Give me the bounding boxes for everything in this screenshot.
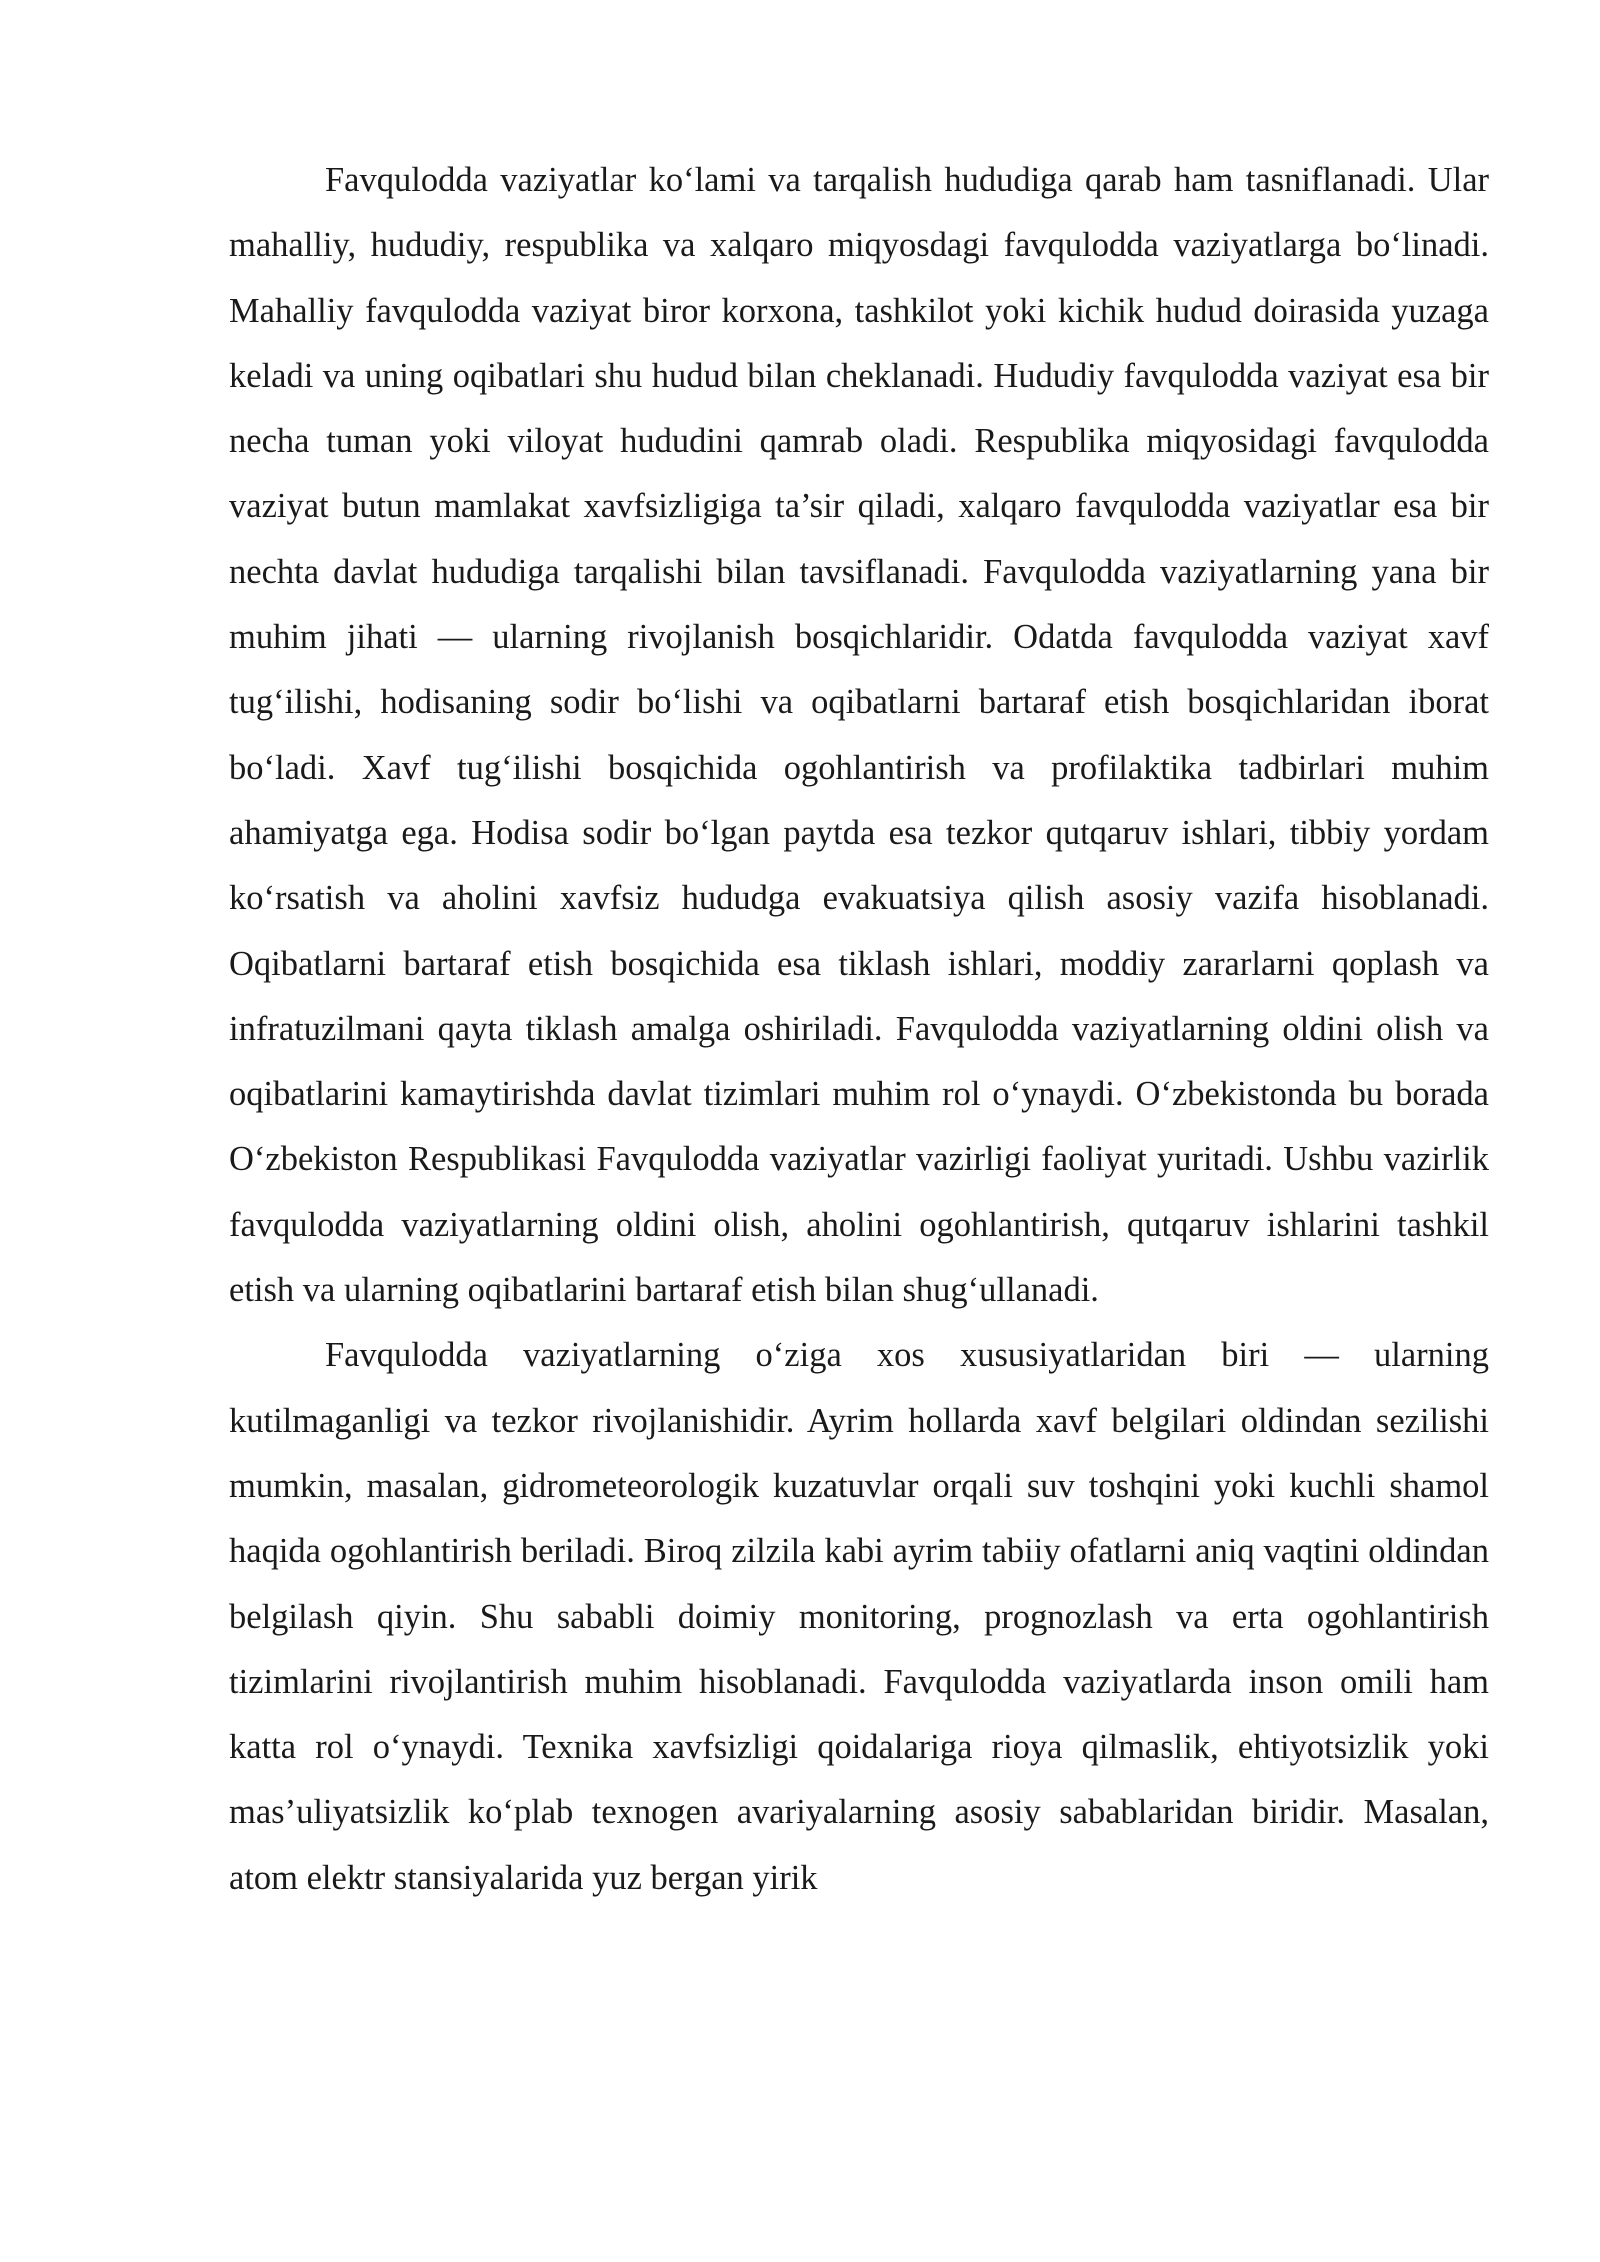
paragraph-2: Favqulodda vaziyatlarning o‘ziga xos xususiyatlaridan biri — ularning kutilmaganligi va tezkor rivojlanishidir. Ayrim hollarda xavf belgilari oldindan sezilishi mumkin, masalan, gidrometeorologik kuzatuvlar orqali suv toshqini yoki kuchli shamol haqida ogohlantirish beriladi. Biroq zilzila kabi ayrim tabiiy ofatlarni aniq vaqtini oldindan belgilash qiyin. Shu sababli doimiy monitoring, prognozlash va erta ogohlantirish tizimlarini rivojlantirish muhim hisoblanadi. Favqulodda vaziyatlarda inson omili ham katta rol o‘ynaydi. Texnika xavfsizligi qoidalariga rioya qilmaslik, ehtiyotsizlik yoki mas’uliyatsizlik ko‘plab texnogen avariyalarning asosiy sabablaridan biridir. Masalan, atom elektr stansiyalarida yuz bergan yirik bbox=[229, 1336, 1489, 1897]
paragraph-1: Favqulodda vaziyatlar ko‘lami va tarqalish hududiga qarab ham tasniflanadi. Ular mahalliy, hududiy, respublika va xalqaro miqyosdagi favqulodda vaziyatlarga bo‘linadi. Mahalliy favqulodda vaziyat biror korxona, tashkilot yoki kichik hudud doirasida yuzaga keladi va uning oqibatlari shu hudud bilan cheklanadi. Hududiy favqulodda vaziyat esa bir necha tuman yoki viloyat hududini qamrab oladi. Respublika miqyosidagi favqulodda vaziyat butun mamlakat xavfsizligiga ta’sir qiladi, xalqaro favqulodda vaziyatlar esa bir nechta davlat hududiga tarqalishi bilan tavsiflanadi. Favqulodda vaziyatlarning yana bir muhim jihati — ularning rivojlanish bosqichlaridir. Odatda favqulodda vaziyat xavf tug‘ilishi, hodisaning sodir bo‘lishi va oqibatlarni bartaraf etish bosqichlaridan iborat bo‘ladi. Xavf tug‘ilishi bosqichida ogohlantirish va profilaktika tadbirlari muhim ahamiyatga ega. Hodisa sodir bo‘lgan paytda esa tezkor qutqaruv ishlari, tibbiy yordam ko‘rsatish va aholini xavfsiz hududga evakuatsiya qilish asosiy vazifa hisoblanadi. Oqibatlarni bartaraf etish bosqichida esa tiklash ishlari, moddiy zararlarni qoplash va infratuzilmani qayta tiklash amalga oshiriladi. Favqulodda vaziyatlarning oldini olish va oqibatlarini kamaytirishda davlat tizimlari muhim rol o‘ynaydi. O‘zbekistonda bu borada O‘zbekiston Respublikasi Favqulodda vaziyatlar vazirligi faoliyat yuritadi. Ushbu vazirlik favqulodda vaziyatlarning oldini olish, aholini ogohlantirish, qutqaruv ishlarini tashkil etish va ularning oqibatlarini bartaraf etish bilan shug‘ullanadi. bbox=[229, 161, 1489, 1310]
document-body bbox=[229, 148, 1489, 1911]
